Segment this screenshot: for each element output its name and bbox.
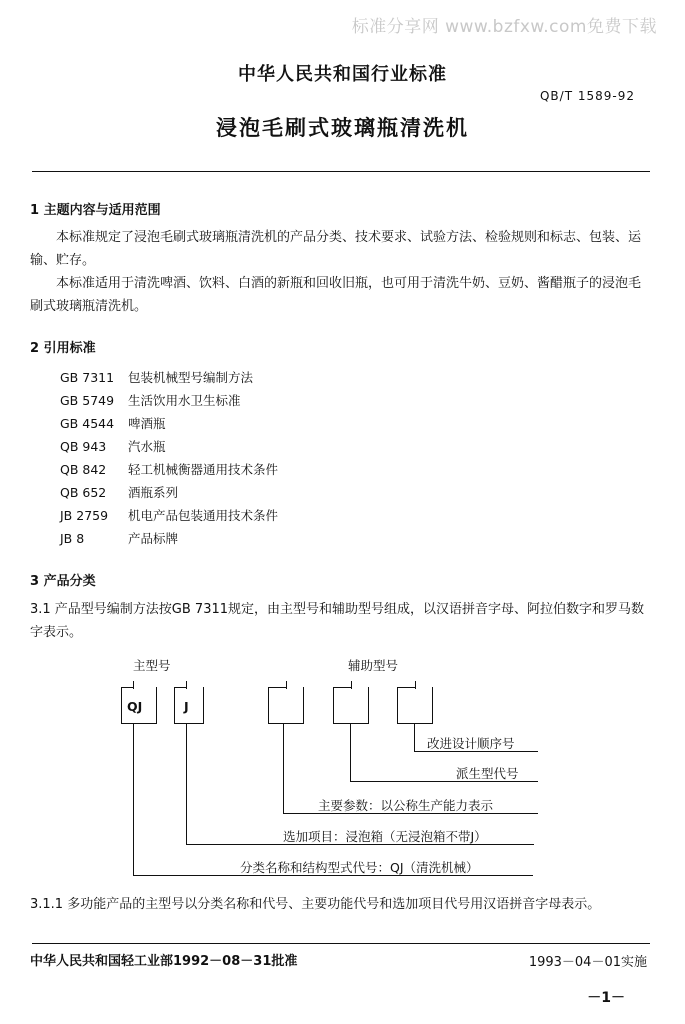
section2-heading: 2 引用标准 bbox=[30, 341, 96, 356]
box-tick bbox=[333, 687, 351, 688]
standard-category-title: 中华人民共和国行业标准 bbox=[238, 64, 447, 85]
box-tick bbox=[186, 681, 187, 689]
reference-item bbox=[60, 460, 278, 478]
leader-line bbox=[133, 723, 134, 875]
box-tick bbox=[286, 681, 287, 689]
page-number: －1－ bbox=[587, 990, 625, 1006]
reference-title: 生活饮用水卫生标准 bbox=[128, 393, 241, 408]
reference-title: 汽水瓶 bbox=[128, 439, 166, 454]
reference-code: GB 7311 bbox=[60, 370, 115, 385]
document-title: 浸泡毛刷式玻璃瓶清洗机 bbox=[216, 116, 469, 140]
desc-main-parameter: 主要参数：以公称生产能力表示 bbox=[318, 798, 494, 813]
reference-code: QB 652 bbox=[60, 485, 107, 500]
header-divider bbox=[32, 171, 650, 172]
reference-item bbox=[60, 529, 178, 547]
clause-3-1: 3.1 产品型号编制方法按GB 7311规定，由主型号和辅助型号组成，以汉语拼音字母、阿拉伯数字和罗马数字表示。 bbox=[30, 602, 645, 640]
reference-item bbox=[60, 506, 278, 524]
main-model-label: 主型号 bbox=[133, 658, 171, 673]
reference-title: 啤酒瓶 bbox=[128, 416, 166, 431]
reference-code: JB 2759 bbox=[60, 508, 109, 523]
watermark-text: 标准分享网 www.bzfxw.com免费下载 bbox=[351, 17, 657, 37]
leader-line bbox=[283, 723, 284, 813]
model-box-qj-text: QJ bbox=[127, 699, 143, 714]
reference-code: QB 943 bbox=[60, 439, 107, 454]
box-tick bbox=[133, 681, 134, 689]
reference-code: JB 8 bbox=[60, 531, 85, 546]
desc-category-code: 分类名称和结构型式代号：QJ（清洗机械） bbox=[240, 860, 479, 875]
desc-derived-code: 派生型代号 bbox=[456, 766, 519, 781]
box-tick bbox=[415, 681, 416, 689]
box-tick bbox=[397, 687, 415, 688]
model-box-j bbox=[174, 687, 204, 724]
desc-optional-item: 选加项目：浸泡箱（无浸泡箱不带J） bbox=[283, 829, 487, 844]
reference-title: 产品标牌 bbox=[128, 531, 179, 546]
reference-code: GB 4544 bbox=[60, 416, 115, 431]
desc-improvement-seq: 改进设计顺序号 bbox=[427, 736, 515, 751]
reference-item bbox=[60, 368, 253, 386]
leader-line bbox=[350, 723, 351, 781]
footer-divider bbox=[32, 943, 650, 944]
clause-3-1-1: 3.1.1 多功能产品的主型号以分类名称和代号、主要功能代号和选加项目代号用汉语拼音字母表示。 bbox=[30, 897, 601, 912]
standard-code: QB/T 1589-92 bbox=[539, 89, 635, 103]
aux-model-box-2 bbox=[333, 687, 369, 724]
reference-item bbox=[60, 483, 178, 501]
box-tick bbox=[121, 687, 133, 688]
approval-text: 中华人民共和国轻工业部1992－08－31批准 bbox=[30, 954, 298, 969]
box-tick bbox=[268, 687, 286, 688]
reference-item bbox=[60, 414, 166, 432]
implementation-date: 1993－04－01实施 bbox=[528, 955, 647, 970]
section1-para1: 本标准规定了浸泡毛刷式玻璃瓶清洗机的产品分类、技术要求、试验方法、检验规则和标志、包装、运输、贮存。 bbox=[30, 230, 642, 268]
reference-title: 酒瓶系列 bbox=[128, 485, 179, 500]
model-box-j-text: J bbox=[184, 699, 189, 714]
reference-title: 机电产品包装通用技术条件 bbox=[128, 508, 279, 523]
section1-heading: 1 主题内容与适用范围 bbox=[30, 203, 161, 218]
aux-model-label: 辅助型号 bbox=[348, 658, 399, 673]
box-tick bbox=[174, 687, 186, 688]
box-tick bbox=[351, 681, 352, 689]
section3-heading: 3 产品分类 bbox=[30, 574, 96, 589]
leader-line bbox=[414, 723, 415, 751]
reference-item bbox=[60, 391, 241, 409]
reference-item bbox=[60, 437, 166, 455]
section1-para2: 本标准适用于清洗啤酒、饮料、白酒的新瓶和回收旧瓶，也可用于清洗牛奶、豆奶、酱醋瓶子的浸泡毛刷式玻璃瓶清洗机。 bbox=[30, 276, 642, 314]
aux-model-box-3 bbox=[397, 687, 433, 724]
reference-title: 包装机械型号编制方法 bbox=[128, 370, 254, 385]
aux-model-box-1 bbox=[268, 687, 304, 724]
reference-title: 轻工机械衡器通用技术条件 bbox=[128, 462, 279, 477]
reference-code: QB 842 bbox=[60, 462, 107, 477]
leader-line bbox=[186, 723, 187, 844]
reference-code: GB 5749 bbox=[60, 393, 115, 408]
